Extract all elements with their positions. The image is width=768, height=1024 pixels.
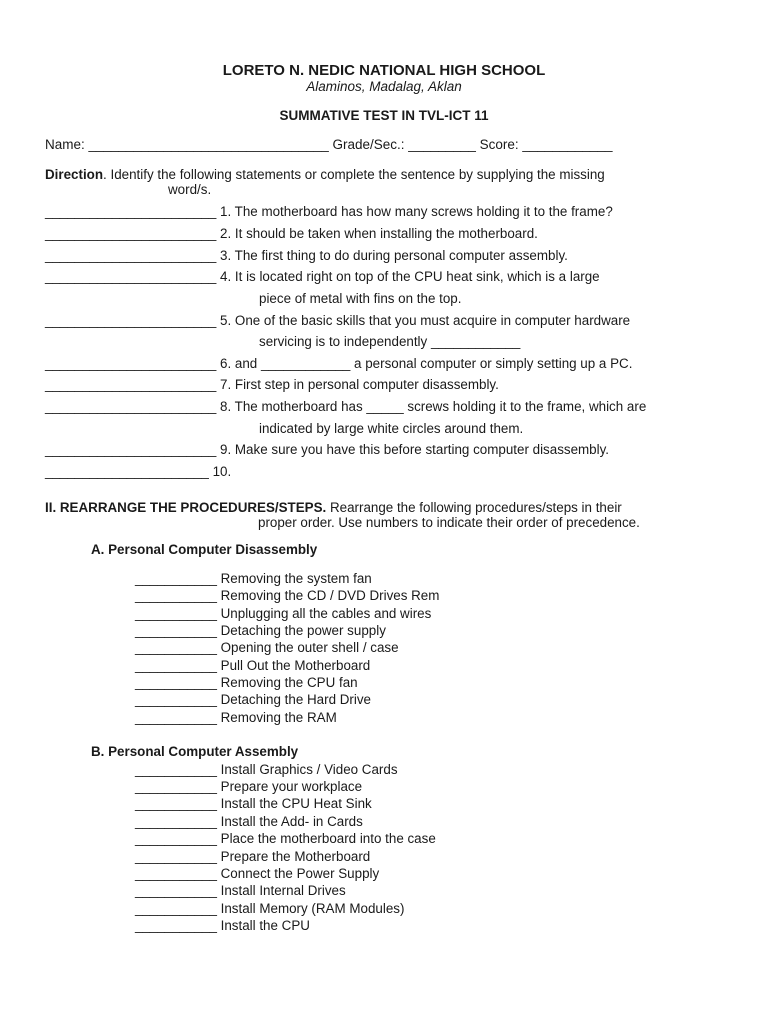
question-continuation: servicing is to independently ____________ (259, 334, 521, 349)
part2-instruction-continuation: proper order. Use numbers to indicate their order of precedence. (258, 515, 640, 530)
question-text: 5. One of the basic skills that you must acquire in computer hardware (216, 313, 631, 328)
answer-blank[interactable]: _______________________ (45, 399, 217, 414)
step-item[interactable]: ___________ Install the CPU (135, 918, 310, 933)
answer-blank[interactable]: _______________________ (45, 313, 217, 328)
step-item[interactable]: ___________ Removing the RAM (135, 710, 337, 725)
school-address: Alaminos, Madalag, Aklan (306, 79, 462, 94)
question-item (45, 313, 630, 328)
step-item[interactable]: ___________ Removing the CPU fan (135, 675, 358, 690)
question-item (45, 248, 568, 263)
question-continuation: piece of metal with fins on the top. (259, 291, 462, 306)
step-item[interactable]: ___________ Removing the system fan (135, 571, 372, 586)
question-text: 6. and ____________ a personal computer or simply setting up a PC. (216, 356, 633, 371)
step-item[interactable]: ___________ Connect the Power Supply (135, 866, 380, 881)
question-text: 9. Make sure you have this before starting computer disassembly. (216, 442, 610, 457)
question-text: 3. The first thing to do during personal computer assembly. (216, 248, 568, 263)
step-item[interactable]: ___________ Install Graphics / Video Cards (135, 762, 398, 777)
part2-heading-line (45, 500, 622, 515)
question-item (45, 269, 600, 284)
answer-blank[interactable]: _______________________ (45, 204, 217, 219)
part2-instruction: Rearrange the following procedures/steps in their (326, 500, 622, 515)
step-item[interactable]: ___________ Opening the outer shell / case (135, 640, 399, 655)
question-text: 2. It should be taken when installing the motherboard. (216, 226, 538, 241)
question-text: 1. The motherboard has how many screws holding it to the frame? (216, 204, 613, 219)
step-item[interactable]: ___________ Detaching the Hard Drive (135, 692, 371, 707)
answer-blank[interactable]: _______________________ (45, 248, 217, 263)
question-item (45, 204, 613, 219)
answer-blank[interactable]: ______________________ (45, 464, 209, 479)
step-item[interactable]: ___________ Removing the CD / DVD Drives Rem (135, 588, 440, 603)
question-item (45, 377, 499, 392)
direction-label: Direction (45, 167, 104, 182)
question-text: 4. It is located right on top of the CPU heat sink, which is a large (216, 269, 600, 284)
question-item (45, 442, 609, 457)
school-name: LORETO N. NEDIC NATIONAL HIGH SCHOOL (222, 62, 546, 79)
part2-heading: II. REARRANGE THE PROCEDURES/STEPS. (45, 500, 327, 515)
direction (45, 167, 685, 182)
direction-continuation: word/s. (168, 182, 212, 197)
step-item[interactable]: ___________ Pull Out the Motherboard (135, 658, 371, 673)
direction-text: . Identify the following statements or complete the sentence by supplying the missing (103, 167, 605, 182)
question-item (45, 464, 231, 479)
test-title: SUMMATIVE TEST IN TVL-ICT 11 (279, 108, 489, 123)
answer-blank[interactable]: _______________________ (45, 356, 217, 371)
step-item[interactable]: ___________ Install the CPU Heat Sink (135, 796, 372, 811)
question-text: 8. The motherboard has _____ screws holding it to the frame, which are (216, 399, 647, 414)
question-continuation: indicated by large white circles around them. (259, 421, 524, 436)
step-item[interactable]: ___________ Prepare the Motherboard (135, 849, 371, 864)
step-item[interactable]: ___________ Detaching the power supply (135, 623, 386, 638)
question-item (45, 399, 646, 414)
step-item[interactable]: ___________ Install Internal Drives (135, 883, 346, 898)
step-item[interactable]: ___________ Install the Add- in Cards (135, 814, 363, 829)
section-b-title: B. Personal Computer Assembly (91, 744, 299, 759)
answer-blank[interactable]: _______________________ (45, 442, 217, 457)
answer-blank[interactable]: _______________________ (45, 377, 217, 392)
student-info-line[interactable]: Name: ________________________________ Grade/Sec.: _________ Score: ____________ (45, 137, 613, 152)
question-text: 10. (208, 464, 232, 479)
step-item[interactable]: ___________ Unplugging all the cables and wires (135, 606, 432, 621)
question-item (45, 226, 538, 241)
question-text: 7. First step in personal computer disassembly. (216, 377, 499, 392)
answer-blank[interactable]: _______________________ (45, 226, 217, 241)
step-item[interactable]: ___________ Place the motherboard into the case (135, 831, 436, 846)
answer-blank[interactable]: _______________________ (45, 269, 217, 284)
question-item (45, 356, 632, 371)
section-a-title: A. Personal Computer Disassembly (91, 542, 318, 557)
step-item[interactable]: ___________ Prepare your workplace (135, 779, 363, 794)
step-item[interactable]: ___________ Install Memory (RAM Modules) (135, 901, 405, 916)
